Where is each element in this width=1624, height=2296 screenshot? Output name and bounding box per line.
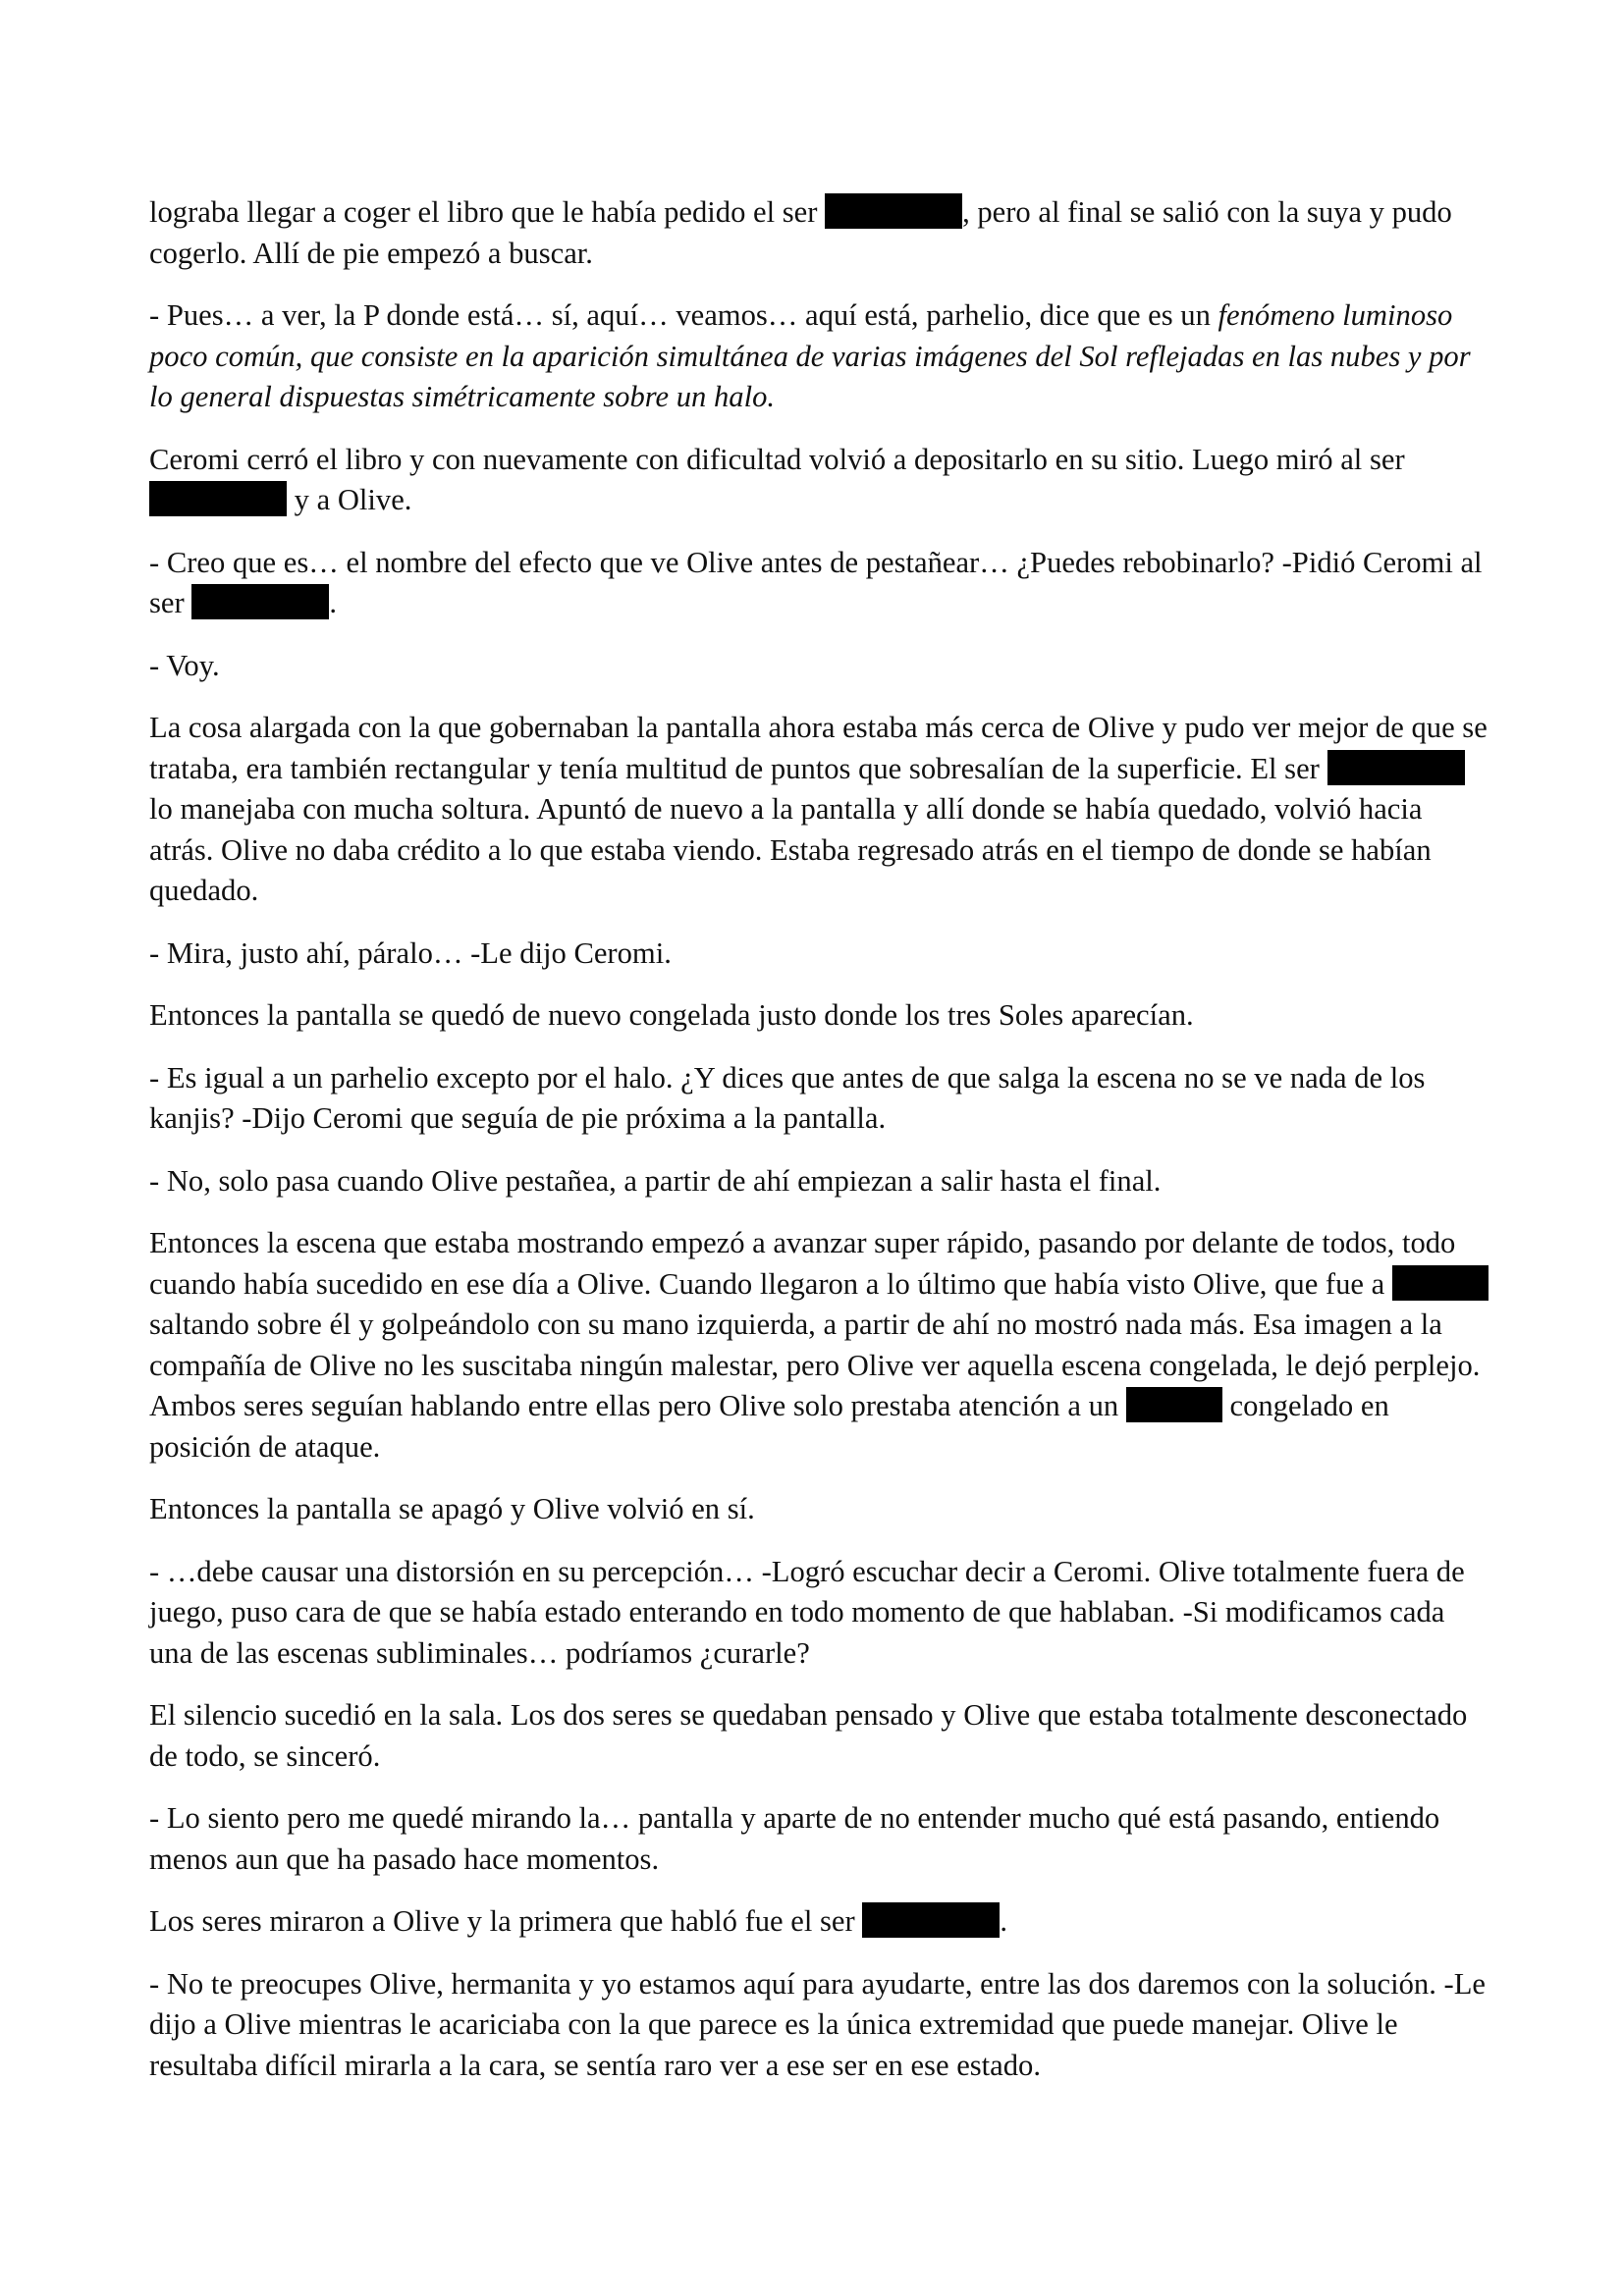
redaction-block [1392, 1265, 1489, 1301]
text: - Mira, justo ahí, páralo… -Le dijo Ceromi. [149, 935, 672, 970]
text: . [329, 586, 337, 619]
text: - Pues… a ver, la P donde está… sí, aquí… veamos… aquí está, parhelio, dice que es un [149, 298, 1218, 332]
text: lograba llegar a coger el libro que le había pedido el ser [149, 195, 826, 229]
paragraph-9 [149, 1058, 1492, 1140]
text: , pero al final se salió con la suya y pudo cogerlo. Allí de pie empezó a buscar. [149, 195, 1452, 270]
text: . [1000, 1904, 1007, 1938]
paragraph-8 [149, 995, 1492, 1037]
paragraph-2 [149, 295, 1492, 418]
text: - Es igual a un parhelio excepto por el halo. ¿Y dices que antes de que salga la escena no se ve nada de los kanjis? -Dijo Ceromi que seguía de pie próxima a la pantalla. [149, 1060, 1426, 1135]
text: - …debe causar una distorsión en su percepción… -Logró escuchar decir a Ceromi. Olive totalmente fuera de juego, puso cara de que se había estado enterando en todo momento de que hablaban. -Si modificamos cada una de las escenas subliminales… podríamos ¿curarle? [149, 1554, 1465, 1670]
redaction-block [149, 481, 287, 516]
paragraph-7 [149, 934, 1492, 975]
text: - Lo siento pero me quedé mirando la… pantalla y aparte de no entender mucho qué está pasando, entiendo menos aun que ha pasado hace momentos. [149, 1801, 1440, 1876]
text: - No, solo pasa cuando Olive pestañea, a partir de ahí empiezan a salir hasta el final. [149, 1163, 1162, 1198]
definition-italic: fenómeno luminoso poco común, que consiste en la aparición simultánea de varias imágenes del Sol reflejadas en las nubes y por lo general dispuestas simétricamente sobre un halo. [149, 298, 1471, 413]
text: lo manejaba con mucha soltura. Apuntó de nuevo a la pantalla y allí donde se había quedado, volvió hacia atrás. Olive no daba crédito a lo que estaba viendo. Estaba regresado atrás en el tiempo de donde se habían quedado. [149, 792, 1432, 907]
paragraph-17 [149, 1964, 1492, 2087]
document-page [149, 192, 1492, 2108]
redaction-block [1126, 1387, 1222, 1422]
paragraph-1 [149, 192, 1492, 274]
paragraph-10 [149, 1161, 1492, 1202]
text: - No te preocupes Olive, hermanita y yo estamos aquí para ayudarte, entre las dos daremos con la solución. -Le dijo a Olive mientras le acariciaba con la que parece es la única extremidad que puede manejar. Olive le resultaba difícil mirarla a la cara, se sentía raro ver a ese ser en ese estado. [149, 1966, 1486, 2082]
text: Entonces la pantalla se quedó de nuevo congelada justo donde los tres Soles aparecían. [149, 998, 1194, 1032]
paragraph-6 [149, 708, 1492, 912]
redaction-block [862, 1902, 1000, 1938]
redaction-block [191, 584, 329, 619]
redaction-block [1327, 750, 1465, 785]
paragraph-12 [149, 1489, 1492, 1530]
text: - Voy. [149, 648, 220, 682]
text: La cosa alargada con la que gobernaban la pantalla ahora estaba más cerca de Olive y pudo ver mejor de que se trataba, era también rectangular y tenía multitud de puntos que sobresalían de la superficie. El ser [149, 711, 1488, 785]
text: Ceromi cerró el libro y con nuevamente con dificultad volvió a depositarlo en su sitio. Luego miró al ser [149, 442, 1405, 476]
text: saltando sobre él y golpeándolo con su mano izquierda, a partir de ahí no mostró nada más. Esa imagen a la compañía de Olive no les suscitaba ningún malestar, pero Olive ver aquella escena congelada, le dejó perplejo. Ambos seres seguían hablando entre ellas pero Olive solo prestaba atención a un [149, 1308, 1481, 1422]
paragraph-3 [149, 440, 1492, 521]
paragraph-15 [149, 1798, 1492, 1880]
text: - Creo que es… el nombre del efecto que ve Olive antes de pestañear… ¿Puedes rebobinarlo? -Pidió Ceromi al ser [149, 545, 1483, 619]
redaction-block [825, 193, 962, 229]
paragraph-14 [149, 1695, 1492, 1777]
paragraph-13 [149, 1552, 1492, 1675]
text: Entonces la escena que estaba mostrando empezó a avanzar super rápido, pasando por delante de todos, todo cuando había sucedido en ese día a Olive. Cuando llegaron a lo último que había visto Olive, que fue a [149, 1226, 1456, 1301]
text: congelado en posición de ataque. [149, 1389, 1389, 1464]
text: Los seres miraron a Olive y la primera que habló fue el ser [149, 1904, 863, 1938]
paragraph-16 [149, 1901, 1492, 1943]
text: y a Olive. [287, 483, 412, 516]
text: Entonces la pantalla se apagó y Olive volvió en sí. [149, 1492, 755, 1525]
paragraph-11 [149, 1223, 1492, 1468]
paragraph-4 [149, 543, 1492, 624]
paragraph-5 [149, 646, 1492, 687]
text: El silencio sucedió en la sala. Los dos seres se quedaban pensado y Olive que estaba totalmente desconectado de todo, se sinceró. [149, 1698, 1468, 1773]
